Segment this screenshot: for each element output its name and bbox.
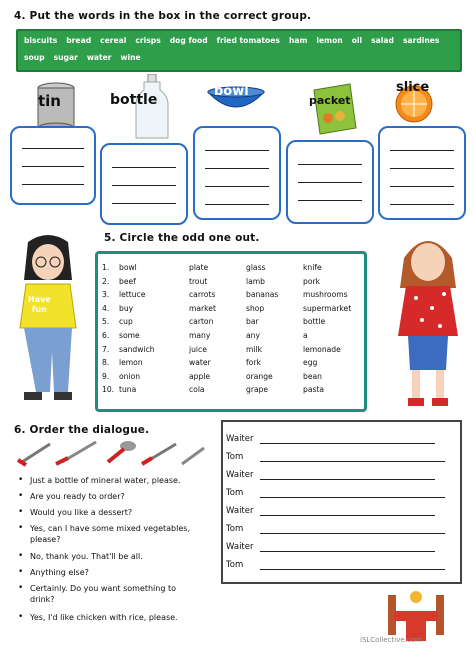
speaker-label: Waiter xyxy=(226,542,254,552)
odd-word[interactable]: sandwich xyxy=(119,344,155,354)
word: lemon xyxy=(316,36,343,45)
dialogue-text-line: Just a bottle of mineral water, please. xyxy=(30,476,181,485)
dialogue-text xyxy=(30,583,215,605)
answer-blank[interactable] xyxy=(260,469,435,480)
odd-word[interactable]: shop xyxy=(246,303,265,313)
odd-row xyxy=(102,385,373,394)
odd-row xyxy=(102,263,373,272)
cutlery-illustration xyxy=(16,436,206,468)
dialogue-text-line: Certainly. Do you want something to xyxy=(30,584,176,593)
answer-line[interactable] xyxy=(226,487,445,498)
odd-word[interactable]: water xyxy=(189,358,211,368)
speaker-label: Tom xyxy=(226,524,244,534)
word: biscuits xyxy=(24,36,58,45)
answer-line[interactable] xyxy=(226,433,435,444)
dialogue-text xyxy=(30,475,215,486)
odd-word[interactable]: cup xyxy=(119,317,133,327)
dialogue-line xyxy=(18,612,215,623)
word: crisps xyxy=(135,36,161,45)
dialogue-text xyxy=(30,507,215,518)
section-4-title: 4. Put the words in the box in the correct group. xyxy=(14,10,312,22)
odd-row xyxy=(102,358,373,367)
answer-line[interactable] xyxy=(226,451,445,462)
dialogue-line xyxy=(18,583,215,605)
word: fried tomatoes xyxy=(216,36,280,45)
bullet-icon: • xyxy=(18,551,24,561)
bullet-icon: • xyxy=(18,507,24,517)
answer-blank[interactable] xyxy=(260,505,435,516)
answer-blank[interactable] xyxy=(260,451,445,462)
row-number: 8. xyxy=(102,358,110,368)
odd-row xyxy=(102,331,373,340)
odd-row xyxy=(102,345,373,354)
odd-word[interactable]: carton xyxy=(189,317,214,327)
odd-word[interactable]: bean xyxy=(303,371,322,381)
dialogue-text xyxy=(30,491,215,502)
knife-icon xyxy=(56,442,96,464)
row-number: 7. xyxy=(102,344,110,354)
odd-word[interactable]: a xyxy=(303,331,308,340)
word-row-2 xyxy=(24,53,141,62)
odd-word[interactable]: buy xyxy=(119,303,134,313)
packet-icon xyxy=(314,84,356,134)
word: soup xyxy=(24,53,45,62)
odd-word[interactable]: lemonade xyxy=(303,344,341,354)
odd-word[interactable]: market xyxy=(189,303,216,313)
odd-word[interactable]: pasta xyxy=(303,385,325,395)
odd-word[interactable]: grape xyxy=(246,385,269,395)
odd-word[interactable]: carrots xyxy=(189,290,216,300)
dialogue-text-line: No, thank you. That'll be all. xyxy=(30,552,143,561)
category-packet: packet xyxy=(309,94,351,107)
speaker-label: Tom xyxy=(226,452,244,462)
spoon-icon xyxy=(108,441,136,462)
dialogue-text-line: Yes, can I have some mixed vegetables, xyxy=(30,524,190,533)
odd-row xyxy=(102,277,373,286)
dialogue-line xyxy=(18,507,215,518)
answer-box-tin[interactable] xyxy=(10,126,96,205)
odd-row xyxy=(102,317,373,326)
speaker-label: Tom xyxy=(226,488,244,498)
fork-icon xyxy=(142,444,176,464)
word: ham xyxy=(288,36,308,45)
odd-word[interactable]: some xyxy=(119,331,140,340)
speaker-label: Tom xyxy=(226,560,244,570)
word-row-1 xyxy=(24,36,439,45)
dialogue-text-line: Yes, I'd like chicken with rice, please. xyxy=(30,613,178,622)
watermark: iSLCollective.com xyxy=(360,636,422,644)
row-number: 4. xyxy=(102,303,110,313)
odd-word[interactable]: cola xyxy=(189,385,205,395)
answer-box-bottle[interactable] xyxy=(100,143,188,225)
tshirt-text xyxy=(28,295,51,315)
odd-word[interactable]: egg xyxy=(303,358,318,368)
odd-word[interactable]: beef xyxy=(119,276,136,286)
tshirt-text-line: fun xyxy=(31,305,47,314)
odd-word[interactable]: knife xyxy=(303,263,322,272)
odd-word[interactable]: many xyxy=(189,331,211,340)
odd-row xyxy=(102,372,373,381)
answer-line[interactable] xyxy=(226,541,435,552)
odd-word[interactable]: trout xyxy=(189,276,208,286)
dialogue-text-line: Anything else? xyxy=(30,568,89,577)
word: salad xyxy=(371,36,394,45)
odd-word[interactable]: lemon xyxy=(119,358,143,368)
word: bread xyxy=(66,36,92,45)
word: sardines xyxy=(402,36,440,45)
dialogue-line xyxy=(18,523,215,545)
bullet-icon: • xyxy=(18,583,24,593)
word: sugar xyxy=(53,53,78,62)
odd-word[interactable]: supermarket xyxy=(303,303,352,313)
category-tin: tin xyxy=(38,92,61,110)
answer-box-slice[interactable] xyxy=(378,126,466,220)
bullet-icon: • xyxy=(18,523,24,533)
dialogue-line xyxy=(18,551,215,562)
dialogue-text-line: please? xyxy=(30,535,61,544)
odd-word[interactable]: milk xyxy=(246,344,263,354)
answer-line[interactable] xyxy=(226,559,445,570)
answer-line[interactable] xyxy=(226,523,445,534)
odd-word[interactable]: mushrooms xyxy=(303,290,348,300)
dialogue-text xyxy=(30,551,215,562)
knife-icon xyxy=(182,448,204,464)
odd-word[interactable]: lettuce xyxy=(119,290,146,300)
row-number: 1. xyxy=(102,263,110,272)
speaker-label: Waiter xyxy=(226,470,254,480)
odd-word[interactable]: plate xyxy=(189,263,209,272)
dialogue-text xyxy=(30,612,215,623)
row-number: 9. xyxy=(102,371,110,381)
odd-word[interactable]: bowl xyxy=(119,263,137,272)
odd-row xyxy=(102,290,373,299)
section-5-title: 5. Circle the odd one out. xyxy=(104,232,260,244)
odd-word[interactable]: lamb xyxy=(246,276,265,286)
odd-word[interactable]: tuna xyxy=(119,385,137,395)
answer-blank[interactable] xyxy=(260,541,435,552)
dialogue-text xyxy=(30,567,215,578)
category-bottle: bottle xyxy=(110,92,158,108)
word-box xyxy=(16,29,462,72)
answer-line[interactable] xyxy=(226,469,435,480)
odd-row xyxy=(102,304,373,313)
dialogue-text xyxy=(30,523,215,545)
tshirt-text-line: Have xyxy=(28,295,51,304)
category-bowl: bowl xyxy=(214,84,249,99)
word: dog food xyxy=(169,36,208,45)
dialogue-line xyxy=(18,567,215,578)
odd-word[interactable]: bananas xyxy=(246,290,279,300)
girl-red-dress-illustration xyxy=(388,228,468,410)
answer-blank[interactable] xyxy=(260,523,445,534)
bullet-icon: • xyxy=(18,491,24,501)
bullet-icon: • xyxy=(18,612,24,622)
odd-word[interactable]: glass xyxy=(246,263,266,272)
girl-glasses-illustration xyxy=(8,232,88,410)
bullet-icon: • xyxy=(18,475,24,485)
dialogue-line xyxy=(18,475,215,486)
speaker-label: Waiter xyxy=(226,434,254,444)
odd-word[interactable]: orange xyxy=(246,371,273,381)
row-number: 2. xyxy=(102,276,110,286)
odd-word[interactable]: fork xyxy=(246,358,261,368)
dialogue-text-line: Are you ready to order? xyxy=(30,492,125,501)
odd-word[interactable]: bar xyxy=(246,317,259,327)
dialogue-text-line: Would you like a dessert? xyxy=(30,508,133,517)
category-slice: slice xyxy=(396,80,430,95)
answer-blank[interactable] xyxy=(260,559,445,570)
fork-icon xyxy=(18,444,50,465)
section-6-title: 6. Order the dialogue. xyxy=(14,424,150,436)
row-number: 3. xyxy=(102,290,110,300)
speaker-label: Waiter xyxy=(226,506,254,516)
odd-word[interactable]: bottle xyxy=(303,317,326,327)
odd-word[interactable]: any xyxy=(246,331,260,340)
answer-box-packet[interactable] xyxy=(286,140,374,224)
odd-word[interactable]: juice xyxy=(189,344,207,354)
answer-box-bowl[interactable] xyxy=(193,126,281,220)
answer-blank[interactable] xyxy=(260,487,445,498)
bullet-icon: • xyxy=(18,567,24,577)
answer-line[interactable] xyxy=(226,505,435,516)
row-number: 6. xyxy=(102,331,110,340)
word: water xyxy=(86,53,112,62)
row-number: 10. xyxy=(102,385,115,395)
dialogue-line xyxy=(18,491,215,502)
word: oil xyxy=(351,36,363,45)
answer-blank[interactable] xyxy=(260,433,435,444)
word: wine xyxy=(120,53,141,62)
dialogue-text-line: drink? xyxy=(30,595,55,604)
row-number: 5. xyxy=(102,317,110,327)
word: cereal xyxy=(100,36,127,45)
odd-word[interactable]: pork xyxy=(303,276,320,286)
odd-word[interactable]: apple xyxy=(189,371,211,381)
odd-word[interactable]: onion xyxy=(119,371,141,381)
